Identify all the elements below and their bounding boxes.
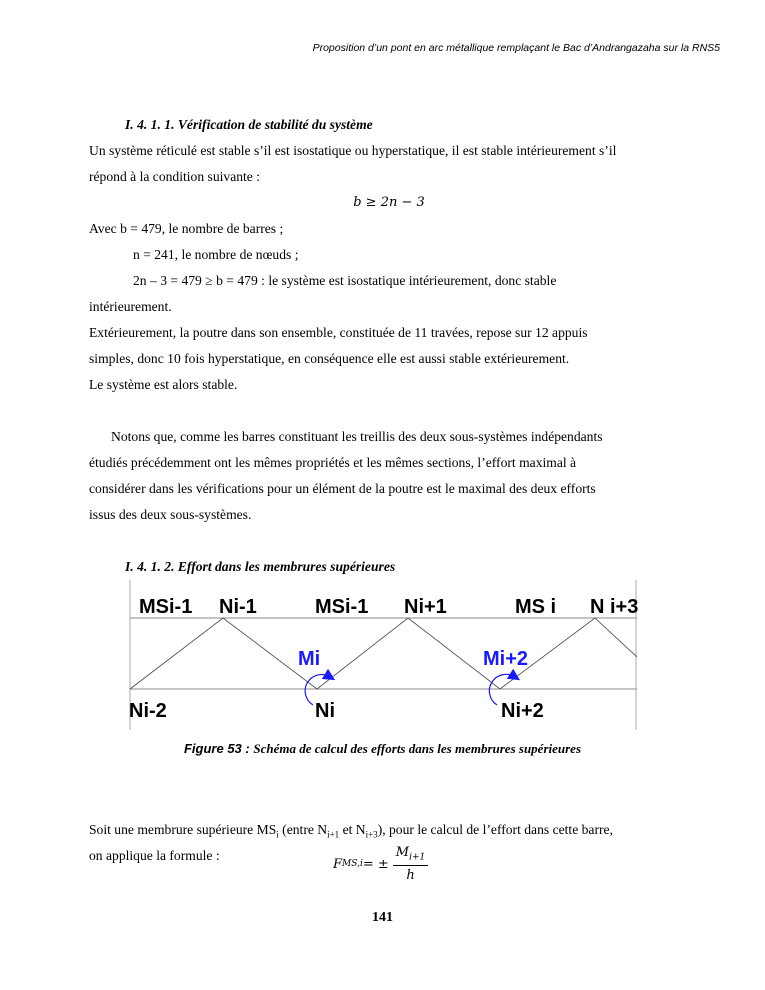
- paragraph-line: Un système réticulé est stable s’il est isostatique ou hyperstatique, il est stable intérieurement s’il: [89, 143, 617, 158]
- section-heading-chords: I. 4. 1. 2. Effort dans les membrures supérieures: [125, 559, 396, 574]
- svg-text:Ni-1: Ni-1: [219, 596, 257, 618]
- paragraph-line: Soit une membrure supérieure $MS_i$ (entre $N_{i+1}$ et $N_{i+3}$), pour le calcul de l’effort dans cette barre,: [89, 822, 613, 840]
- paragraph-line: répond à la condition suivante :: [89, 169, 261, 184]
- label-ms-i-minus-1: [139, 596, 192, 618]
- svg-text:Ni: Ni: [315, 700, 335, 722]
- truss-diagram: [125, 575, 640, 735]
- paragraph-line: 2n – 3 = 479 ≥ b = 479 : le système est isostatique intérieurement, donc stable: [133, 273, 557, 288]
- label-n-i-minus-1: [219, 596, 257, 618]
- formula-fraction: $\frac{M_{i+1}}{h}$: [393, 845, 428, 883]
- chord-force-formula: F MS,i = ± $\frac{M_{i+1}}{h}$: [333, 842, 428, 886]
- running-header: Proposition d’un pont en arc métallique remplaçant le Bac d’Andrangazaha sur la RNS5: [312, 42, 720, 54]
- truss-diagonals: [130, 618, 637, 689]
- paragraph-line: Notons que, comme les barres constituant les treillis des deux sous-systèmes indépendants: [111, 429, 603, 444]
- svg-text:N i+3: N i+3: [590, 596, 639, 618]
- label-n-i: [315, 700, 335, 722]
- svg-text:MS i: MS i: [515, 596, 557, 618]
- label-moment-m-i-plus-2: Mi+2: [483, 648, 529, 670]
- paragraph-line: intérieurement.: [89, 299, 172, 314]
- label-moment-m-i: Mi: [298, 648, 321, 670]
- svg-text:MSi-1: MSi-1: [315, 596, 369, 618]
- label-ms-i: [515, 596, 556, 618]
- paragraph-line: issus des deux sous-systèmes.: [89, 507, 252, 522]
- paragraph-line: Extérieurement, la poutre dans son ensemble, constituée de 11 travées, repose sur 12 appuis: [89, 325, 588, 340]
- paragraph-line: n = 241, le nombre de nœuds ;: [133, 247, 299, 262]
- label-ms-i-minus-1-b: [315, 596, 368, 618]
- figure-number: Figure 53 :: [183, 741, 250, 756]
- stability-condition: b ≥ 2n − 3: [353, 195, 425, 210]
- paragraph-line: Le système est alors stable.: [89, 377, 238, 392]
- section-stability: [89, 112, 689, 580]
- svg-text:Ni+2: Ni+2: [501, 700, 544, 722]
- svg-text:Ni+1: Ni+1: [404, 596, 447, 618]
- section-heading-stability: I. 4. 1. 1. Vérification de stabilité du système: [125, 117, 373, 132]
- label-n-i-minus-2: [129, 700, 167, 722]
- figure-caption: [0, 741, 765, 757]
- paragraph-line: simples, donc 10 fois hyperstatique, en conséquence elle est aussi stable extérieurement.: [89, 351, 570, 366]
- svg-text:MSi-1: MSi-1: [139, 596, 193, 618]
- page-number: 141: [372, 910, 393, 925]
- paragraph-line: considérer dans les vérifications pour un élément de la poutre est le maximal des deux efforts: [89, 481, 596, 496]
- label-n-i-plus-2: [501, 700, 544, 722]
- paragraph-line: Avec b = 479, le nombre de barres ;: [89, 221, 284, 236]
- label-n-i-plus-3: [590, 596, 638, 618]
- svg-text:Ni-2: Ni-2: [129, 700, 167, 722]
- paragraph-line: étudiés précédemment ont les mêmes propriétés et les mêmes sections, l’effort maximal à: [89, 455, 577, 470]
- figure-caption-text: Schéma de calcul des efforts dans les membrures supérieures: [253, 741, 582, 756]
- paragraph-line: on applique la formule :: [89, 848, 220, 863]
- label-n-i-plus-1: [404, 596, 447, 618]
